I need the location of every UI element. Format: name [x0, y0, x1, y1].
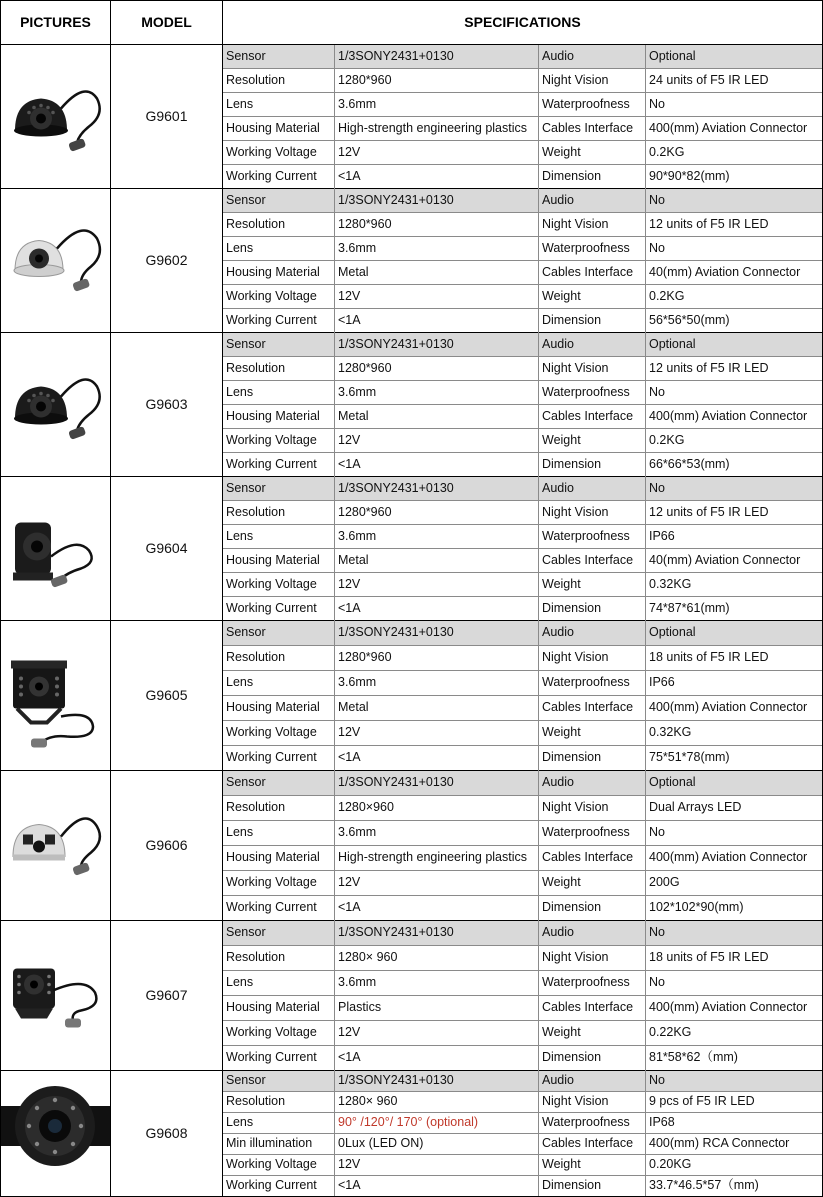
spec-value: Metal: [338, 700, 369, 715]
spec-label: Night Vision: [542, 504, 609, 519]
spec-label: Sensor: [226, 1073, 266, 1088]
spec-value: <1A: [338, 1178, 361, 1193]
spec-value: 74*87*61(mm): [649, 600, 730, 615]
spec-value: 12 units of F5 IR LED: [649, 216, 769, 231]
spec-label: Dimension: [542, 600, 602, 615]
spec-value: Metal: [338, 264, 369, 279]
column-divider: [645, 476, 646, 620]
row-divider: [222, 68, 822, 69]
spec-label: Weight: [542, 432, 581, 447]
row-divider: [222, 820, 822, 821]
column-divider: [538, 44, 539, 188]
spec-label: Working Current: [226, 168, 317, 183]
spec-label: Resolution: [226, 650, 286, 665]
column-divider: [334, 1070, 335, 1196]
spec-value: 1280*960: [338, 650, 392, 665]
row-divider: [222, 720, 822, 721]
table-vertical-border: [0, 0, 1, 1197]
spec-value: Optional: [649, 48, 696, 63]
spec-value: No: [649, 384, 665, 399]
spec-value: 0.20KG: [649, 1157, 692, 1172]
spec-value: 3.6mm: [338, 528, 377, 543]
row-divider: [222, 500, 822, 501]
model-number: G9608: [145, 1125, 188, 1141]
spec-value: 0.22KG: [649, 1025, 692, 1040]
row-divider: [222, 596, 822, 597]
spec-value: 1/3SONY2431+0130: [338, 625, 454, 640]
spec-label: Waterproofness: [542, 528, 630, 543]
spec-value: 3.6mm: [338, 384, 377, 399]
spec-label: Cables Interface: [542, 1000, 634, 1015]
column-divider: [645, 188, 646, 332]
row-divider: [222, 308, 822, 309]
spec-value: IP66: [649, 528, 675, 543]
spec-label: Working Voltage: [226, 144, 317, 159]
row-divider: [222, 1020, 822, 1021]
spec-label: Dimension: [542, 900, 602, 915]
spec-label: Resolution: [226, 1094, 286, 1109]
spec-value: No: [649, 192, 665, 207]
row-divider: [222, 1112, 822, 1113]
row-divider: [222, 970, 822, 971]
spec-label: Audio: [542, 48, 574, 63]
row-divider: [222, 572, 822, 573]
spec-label: Cables Interface: [542, 264, 634, 279]
model-number: G9601: [145, 108, 188, 124]
spec-value: 12V: [338, 875, 361, 890]
rear-view-camera-icon: [1, 620, 110, 770]
row-divider: [222, 524, 822, 525]
column-divider: [645, 770, 646, 920]
dual-led-camera-icon: [1, 770, 110, 920]
box-camera-black-icon: [1, 920, 110, 1070]
spec-label: Dimension: [542, 1178, 602, 1193]
row-divider: [222, 404, 822, 405]
spec-label: Audio: [542, 192, 574, 207]
spec-label: Sensor: [226, 192, 266, 207]
spec-value: Metal: [338, 552, 369, 567]
spec-value: 3.6mm: [338, 675, 377, 690]
spec-value: 0.2KG: [649, 144, 685, 159]
spec-value: <1A: [338, 900, 361, 915]
spec-label: Working Voltage: [226, 725, 317, 740]
dome-camera-black-icon: [1, 332, 110, 476]
table-top-border: [0, 0, 823, 1]
header-specifications: SPECIFICATIONS: [464, 14, 581, 30]
spec-label: Audio: [542, 480, 574, 495]
row-divider: [222, 452, 822, 453]
spec-value: 1280*960: [338, 72, 392, 87]
spec-value: 400(mm) RCA Connector: [649, 1136, 790, 1151]
spec-label: Working Voltage: [226, 576, 317, 591]
spec-value: 24 units of F5 IR LED: [649, 72, 769, 87]
spec-value: 1/3SONY2431+0130: [338, 1073, 454, 1088]
spec-value: 1280*960: [338, 360, 392, 375]
column-divider: [334, 332, 335, 476]
spec-value: 102*102*90(mm): [649, 900, 744, 915]
spec-value: 1280*960: [338, 216, 392, 231]
spec-label: Lens: [226, 528, 254, 543]
dome-camera-white-icon: [1, 188, 110, 332]
spec-value: 12V: [338, 725, 361, 740]
spec-value: 40(mm) Aviation Connector: [649, 264, 801, 279]
spec-value: 81*58*62（mm): [649, 1050, 738, 1065]
column-divider: [334, 476, 335, 620]
spec-value: 200G: [649, 875, 680, 890]
model-number: G9602: [145, 252, 188, 268]
spec-label: Waterproofness: [542, 384, 630, 399]
spec-value: 18 units of F5 IR LED: [649, 950, 769, 965]
spec-value: 0.32KG: [649, 725, 692, 740]
column-divider: [645, 620, 646, 770]
column-divider: [645, 920, 646, 1070]
side-mount-camera-icon: [1, 1070, 110, 1196]
spec-value: 33.7*46.5*57（mm): [649, 1178, 759, 1193]
spec-label: Lens: [226, 96, 254, 111]
spec-label: Waterproofness: [542, 825, 630, 840]
spec-label: Housing Material: [226, 408, 320, 423]
column-divider: [334, 620, 335, 770]
spec-value: 400(mm) Aviation Connector: [649, 850, 808, 865]
spec-label: Dimension: [542, 456, 602, 471]
spec-label: Cables Interface: [542, 700, 634, 715]
spec-value: 75*51*78(mm): [649, 750, 730, 765]
row-divider: [222, 428, 822, 429]
row-divider: [222, 1175, 822, 1176]
spec-value: IP68: [649, 1115, 675, 1130]
row-divider: [222, 380, 822, 381]
spec-value: 0Lux (LED ON): [338, 1136, 424, 1151]
row-divider: [222, 670, 822, 671]
spec-label: Sensor: [226, 336, 266, 351]
spec-label: Dimension: [542, 168, 602, 183]
spec-label: Waterproofness: [542, 240, 630, 255]
row-divider: [222, 236, 822, 237]
table-vertical-border: [222, 0, 223, 1197]
spec-label: Sensor: [226, 48, 266, 63]
row-divider: [222, 1154, 822, 1155]
spec-label: Lens: [226, 675, 254, 690]
spec-value: 9 pcs of F5 IR LED: [649, 1094, 755, 1109]
column-divider: [334, 770, 335, 920]
spec-value: 1/3SONY2431+0130: [338, 48, 454, 63]
spec-value: 12V: [338, 288, 361, 303]
spec-label: Housing Material: [226, 700, 320, 715]
model-number: G9607: [145, 987, 188, 1003]
column-divider: [538, 920, 539, 1070]
spec-label: Night Vision: [542, 1094, 609, 1109]
row-divider: [222, 164, 822, 165]
spec-label: Housing Material: [226, 850, 320, 865]
row-divider: [222, 1045, 822, 1046]
column-divider: [645, 44, 646, 188]
spec-label: Resolution: [226, 360, 286, 375]
spec-value: <1A: [338, 600, 361, 615]
spec-label: Weight: [542, 1025, 581, 1040]
spec-label: Night Vision: [542, 800, 609, 815]
spec-label: Housing Material: [226, 552, 320, 567]
row-divider: [222, 140, 822, 141]
spec-label: Working Voltage: [226, 875, 317, 890]
row-divider: [222, 92, 822, 93]
spec-value: No: [649, 480, 665, 495]
spec-label: Audio: [542, 625, 574, 640]
header-pictures: PICTURES: [20, 14, 91, 30]
spec-label: Working Voltage: [226, 288, 317, 303]
spec-value: <1A: [338, 1050, 361, 1065]
spec-value: Metal: [338, 408, 369, 423]
row-divider: [222, 1133, 822, 1134]
spec-label: Working Current: [226, 600, 317, 615]
spec-value: 12V: [338, 1157, 361, 1172]
spec-label: Min illumination: [226, 1136, 313, 1151]
spec-label: Waterproofness: [542, 975, 630, 990]
spec-label: Sensor: [226, 480, 266, 495]
spec-value: 0.32KG: [649, 576, 692, 591]
spec-value: 12V: [338, 432, 361, 447]
spec-label: Night Vision: [542, 216, 609, 231]
row-divider: [222, 260, 822, 261]
model-number: G9606: [145, 837, 188, 853]
spec-value: 12V: [338, 1025, 361, 1040]
spec-value: No: [649, 975, 665, 990]
spec-label: Working Voltage: [226, 1157, 317, 1172]
spec-value: 12V: [338, 576, 361, 591]
spec-label: Night Vision: [542, 650, 609, 665]
spec-value: 1/3SONY2431+0130: [338, 480, 454, 495]
row-divider: [222, 945, 822, 946]
dome-camera-black-icon: [1, 44, 110, 188]
spec-value: 1/3SONY2431+0130: [338, 192, 454, 207]
header-bottom-border: [0, 44, 823, 45]
spec-value: 1/3SONY2431+0130: [338, 336, 454, 351]
spec-label: Working Current: [226, 1050, 317, 1065]
spec-label: Weight: [542, 576, 581, 591]
spec-label: Night Vision: [542, 72, 609, 87]
spec-value: No: [649, 825, 665, 840]
row-divider: [222, 284, 822, 285]
spec-value: Plastics: [338, 1000, 382, 1015]
spec-label: Sensor: [226, 925, 266, 940]
spec-label: Resolution: [226, 72, 286, 87]
spec-label: Audio: [542, 775, 574, 790]
column-divider: [538, 332, 539, 476]
spec-label: Resolution: [226, 504, 286, 519]
spec-value: 18 units of F5 IR LED: [649, 650, 769, 665]
spec-label: Night Vision: [542, 950, 609, 965]
spec-value: <1A: [338, 456, 361, 471]
spec-value: 3.6mm: [338, 240, 377, 255]
spec-value: No: [649, 240, 665, 255]
spec-value: 400(mm) Aviation Connector: [649, 408, 808, 423]
spec-value: 0.2KG: [649, 288, 685, 303]
model-number: G9605: [145, 687, 188, 703]
spec-label: Audio: [542, 925, 574, 940]
spec-value: Dual Arrays LED: [649, 800, 742, 815]
spec-value: 56*56*50(mm): [649, 312, 730, 327]
spec-label: Sensor: [226, 775, 266, 790]
spec-label: Audio: [542, 1073, 574, 1088]
spec-value: Optional: [649, 775, 696, 790]
spec-value: 1280×960: [338, 800, 394, 815]
spec-value: 12 units of F5 IR LED: [649, 360, 769, 375]
row-divider: [222, 745, 822, 746]
spec-label: Housing Material: [226, 120, 320, 135]
row-divider: [222, 845, 822, 846]
spec-value: Optional: [649, 625, 696, 640]
spec-label: Working Voltage: [226, 1025, 317, 1040]
header-model: MODEL: [141, 14, 192, 30]
spec-value: 400(mm) Aviation Connector: [649, 1000, 808, 1015]
spec-label: Weight: [542, 144, 581, 159]
row-divider: [222, 356, 822, 357]
column-divider: [538, 770, 539, 920]
spec-value: 1280*960: [338, 504, 392, 519]
spec-label: Weight: [542, 875, 581, 890]
spec-label: Resolution: [226, 950, 286, 965]
spec-value: 3.6mm: [338, 825, 377, 840]
spec-value: 3.6mm: [338, 975, 377, 990]
spec-label: Working Voltage: [226, 432, 317, 447]
row-divider: [222, 212, 822, 213]
spec-value: 12 units of F5 IR LED: [649, 504, 769, 519]
spec-label: Lens: [226, 384, 254, 399]
spec-label: Waterproofness: [542, 1115, 630, 1130]
row-divider: [222, 1091, 822, 1092]
spec-label: Cables Interface: [542, 120, 634, 135]
column-divider: [334, 44, 335, 188]
spec-value: High-strength engineering plastics: [338, 850, 527, 865]
spec-label: Working Current: [226, 456, 317, 471]
spec-value: 12V: [338, 144, 361, 159]
column-divider: [334, 188, 335, 332]
spec-label: Lens: [226, 975, 254, 990]
row-divider: [222, 548, 822, 549]
column-divider: [538, 620, 539, 770]
column-divider: [334, 920, 335, 1070]
spec-value: <1A: [338, 312, 361, 327]
column-divider: [645, 1070, 646, 1196]
spec-label: Night Vision: [542, 360, 609, 375]
spec-label: Housing Material: [226, 1000, 320, 1015]
spec-value: 0.2KG: [649, 432, 685, 447]
spec-label: Cables Interface: [542, 408, 634, 423]
table-vertical-border: [110, 0, 111, 1197]
spec-value: <1A: [338, 750, 361, 765]
spec-label: Cables Interface: [542, 1136, 634, 1151]
spec-label: Lens: [226, 240, 254, 255]
spec-value: No: [649, 1073, 665, 1088]
spec-label: Sensor: [226, 625, 266, 640]
model-number: G9603: [145, 396, 188, 412]
spec-label: Weight: [542, 725, 581, 740]
row-divider: [222, 795, 822, 796]
spec-label: Weight: [542, 288, 581, 303]
spec-value: No: [649, 96, 665, 111]
spec-label: Cables Interface: [542, 850, 634, 865]
spec-label: Working Current: [226, 750, 317, 765]
spec-label: Resolution: [226, 216, 286, 231]
spec-label: Resolution: [226, 800, 286, 815]
column-divider: [645, 332, 646, 476]
spec-label: Dimension: [542, 312, 602, 327]
spec-value: IP66: [649, 675, 675, 690]
row-divider: [222, 645, 822, 646]
spec-label: Cables Interface: [542, 552, 634, 567]
spec-value: 400(mm) Aviation Connector: [649, 120, 808, 135]
spec-label: Working Current: [226, 1178, 317, 1193]
row-divider: [222, 116, 822, 117]
spec-label: Working Current: [226, 312, 317, 327]
spec-value: 3.6mm: [338, 96, 377, 111]
row-divider: [222, 995, 822, 996]
spec-value: Optional: [649, 336, 696, 351]
model-number: G9604: [145, 540, 188, 556]
spec-value: 400(mm) Aviation Connector: [649, 700, 808, 715]
row-divider: [222, 870, 822, 871]
spec-value: 1280× 960: [338, 950, 398, 965]
side-camera-black-icon: [1, 476, 110, 620]
spec-label: Audio: [542, 336, 574, 351]
spec-value: 90*90*82(mm): [649, 168, 730, 183]
spec-label: Lens: [226, 1115, 254, 1130]
column-divider: [538, 188, 539, 332]
spec-value: 1280× 960: [338, 1094, 398, 1109]
spec-label: Weight: [542, 1157, 581, 1172]
column-divider: [538, 1070, 539, 1196]
spec-label: Waterproofness: [542, 675, 630, 690]
spec-value: High-strength engineering plastics: [338, 120, 527, 135]
spec-value: <1A: [338, 168, 361, 183]
row-divider: [222, 695, 822, 696]
spec-value: No: [649, 925, 665, 940]
spec-value: 1/3SONY2431+0130: [338, 775, 454, 790]
spec-value: 66*66*53(mm): [649, 456, 730, 471]
spec-label: Lens: [226, 825, 254, 840]
spec-label: Dimension: [542, 1050, 602, 1065]
row-divider: [222, 895, 822, 896]
spec-label: Dimension: [542, 750, 602, 765]
spec-label: Waterproofness: [542, 96, 630, 111]
spec-label: Working Current: [226, 900, 317, 915]
spec-value: 40(mm) Aviation Connector: [649, 552, 801, 567]
column-divider: [538, 476, 539, 620]
spec-value: 90° /120°/ 170° (optional): [338, 1115, 479, 1130]
spec-value: 1/3SONY2431+0130: [338, 925, 454, 940]
spec-label: Housing Material: [226, 264, 320, 279]
